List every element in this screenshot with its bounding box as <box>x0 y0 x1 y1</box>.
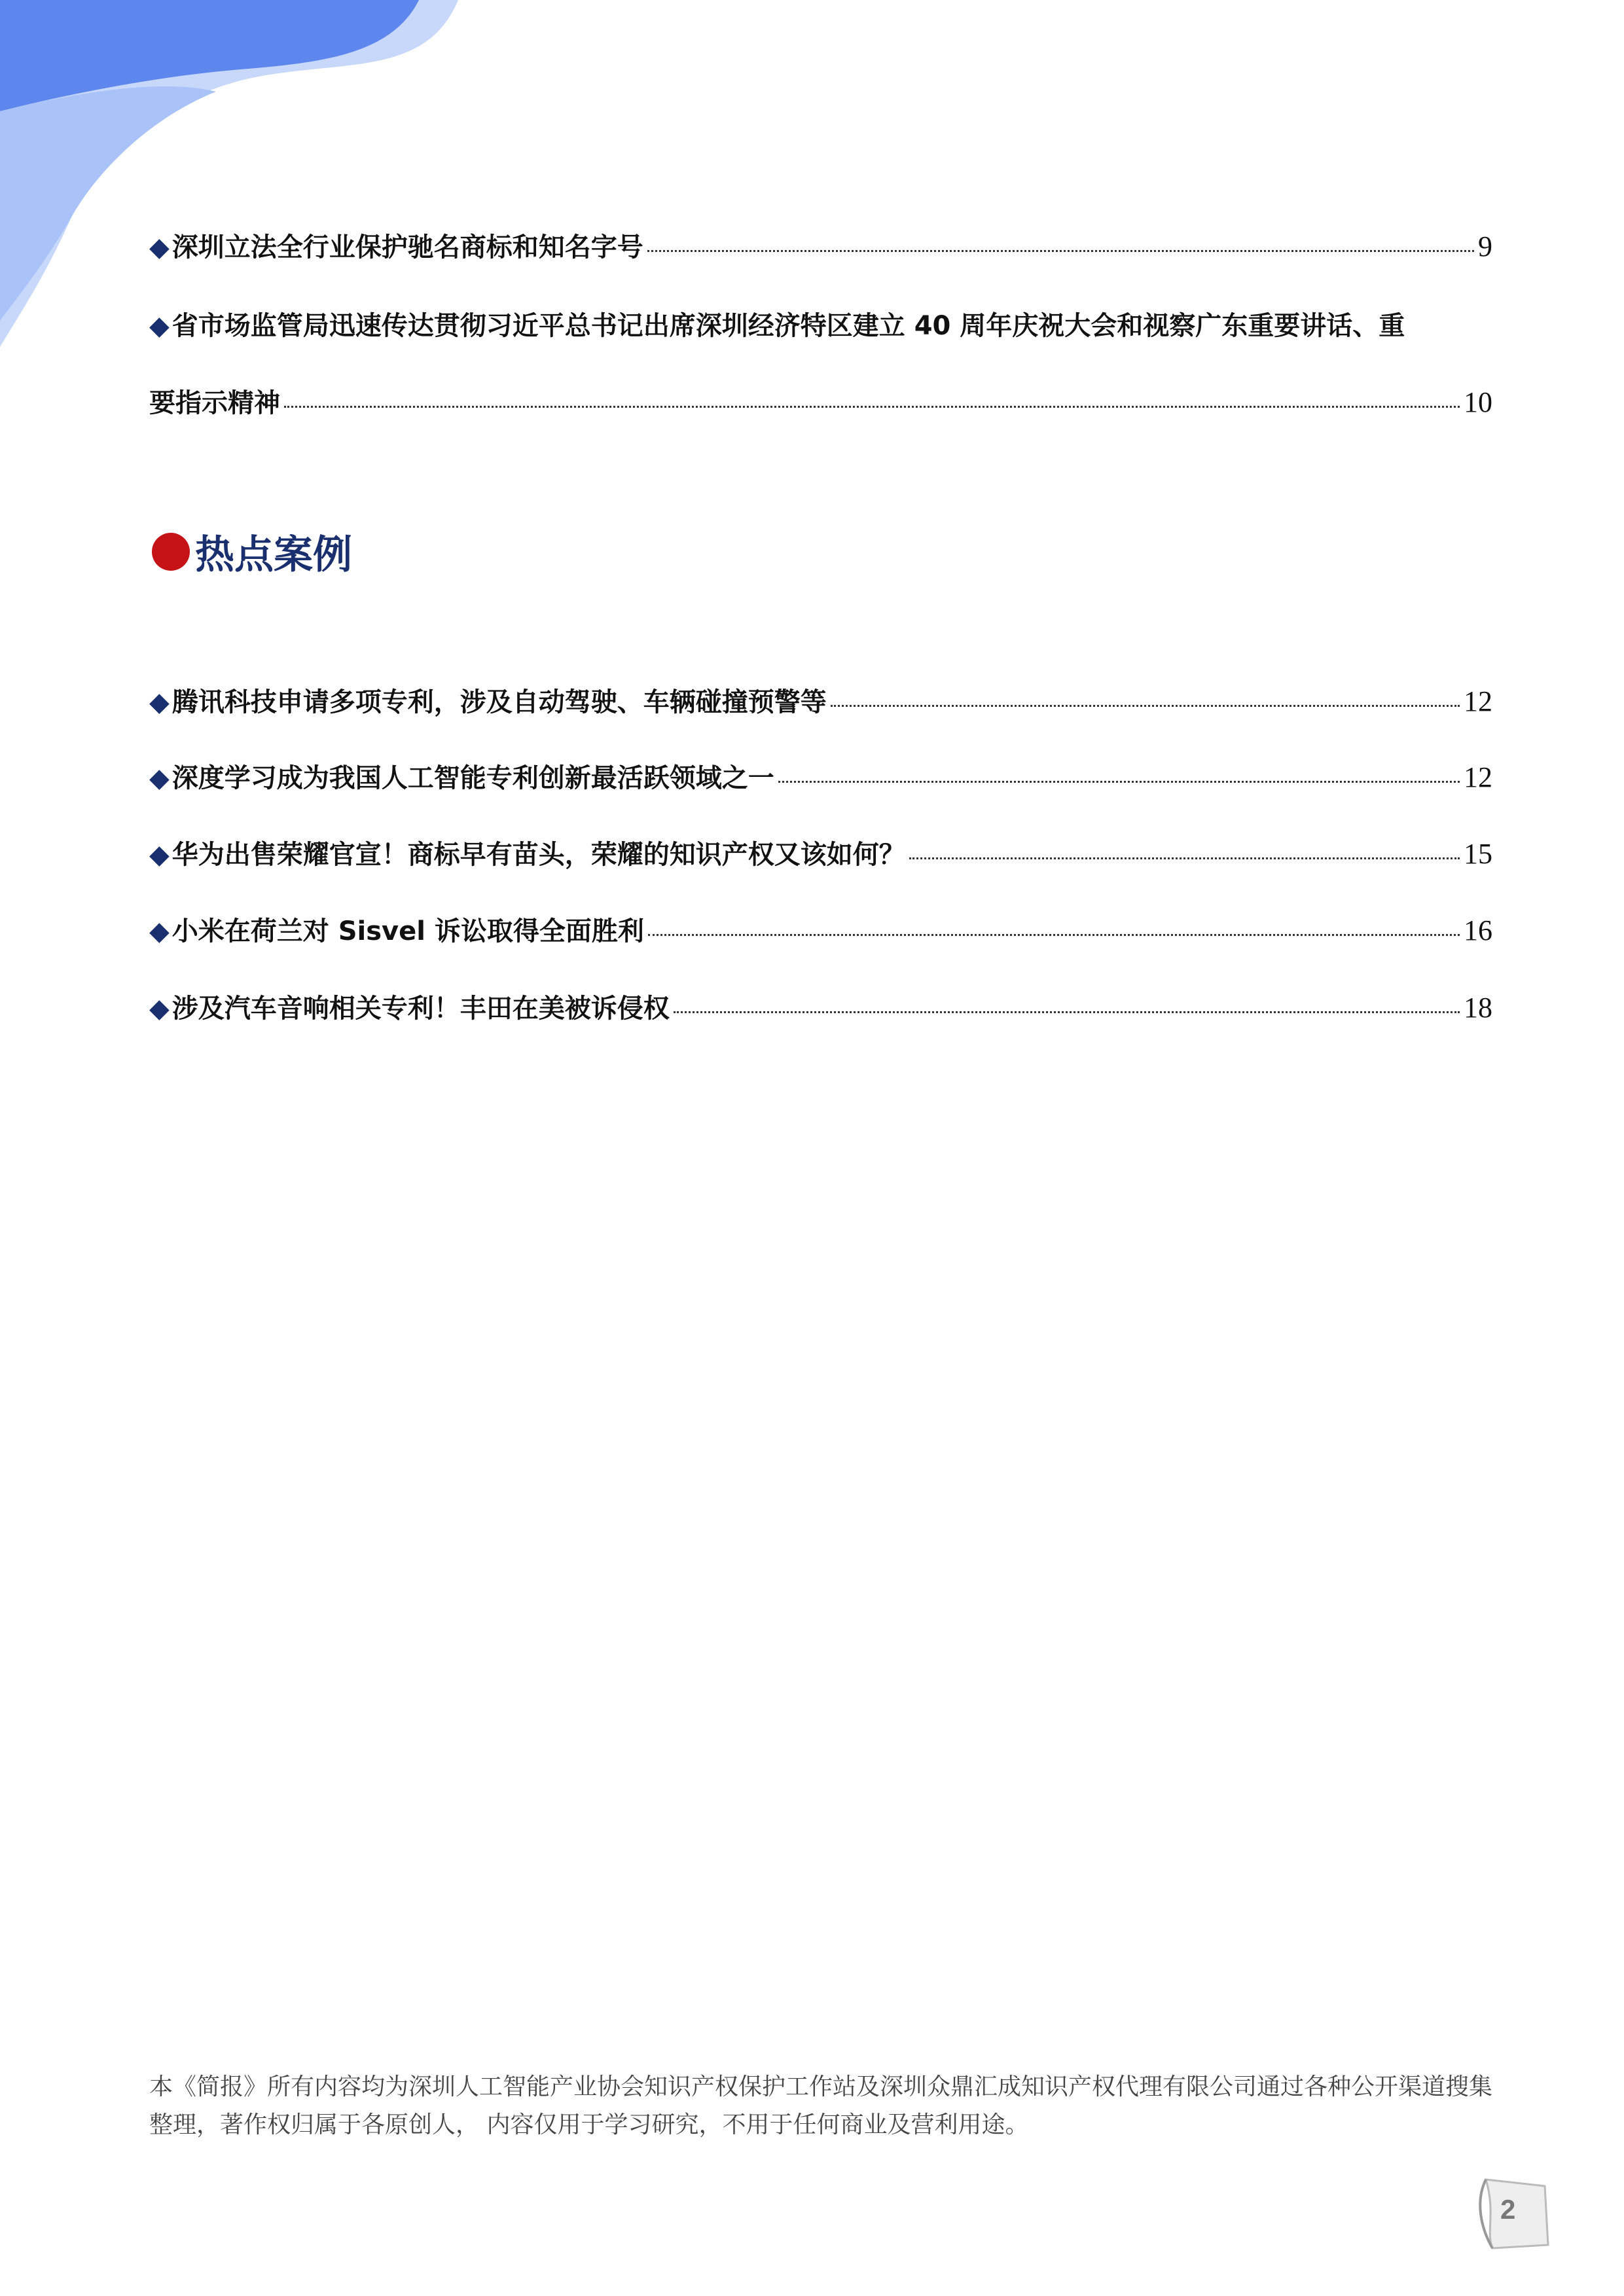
diamond-icon: ◆ <box>149 232 170 262</box>
dot-leader <box>778 781 1460 783</box>
case-entry-page: 12 <box>1464 685 1492 717</box>
toc-entry-title: 省市场监管局迅速传达贯彻习近平总书记出席深圳经济特区建立 40 周年庆祝大会和视察广东重要讲话、重 <box>171 311 1405 341</box>
case-entry[interactable] <box>149 840 1492 869</box>
case-entry-page: 18 <box>1464 992 1492 1024</box>
page-number: 2 <box>1500 2194 1516 2225</box>
toc-entry-page: 9 <box>1478 230 1492 262</box>
diamond-icon: ◆ <box>149 994 170 1024</box>
section-heading <box>152 524 352 580</box>
case-entry-title: 华为出售荣耀官宣！商标早有苗头，荣耀的知识产权又该如何？ <box>171 840 905 870</box>
page-number-badge <box>1473 2166 1558 2265</box>
toc-entry-page: 10 <box>1464 386 1492 418</box>
dot-leader <box>831 705 1460 707</box>
diamond-icon: ◆ <box>149 840 170 870</box>
case-entry-title: 小米在荷兰对 Sisvel 诉讼取得全面胜利 <box>171 916 644 946</box>
toc-entry-title: 深圳立法全行业保护驰名商标和知名字号 <box>171 232 643 262</box>
case-entry[interactable] <box>149 994 1492 1022</box>
case-entry-page: 16 <box>1464 914 1492 946</box>
diamond-icon: ◆ <box>149 916 170 946</box>
case-entry[interactable] <box>149 916 1492 945</box>
dot-leader <box>647 250 1474 252</box>
case-entry-page: 12 <box>1464 761 1492 793</box>
dot-leader <box>284 406 1460 408</box>
dot-leader <box>674 1011 1460 1013</box>
section-heading-text: 热点案例 <box>195 532 352 578</box>
red-dot-icon <box>152 533 190 571</box>
case-entry[interactable] <box>149 763 1492 792</box>
case-entry-title: 腾讯科技申请多项专利，涉及自动驾驶、车辆碰撞预警等 <box>171 687 827 717</box>
toc-entry-first-line[interactable] <box>149 313 1492 339</box>
diamond-icon: ◆ <box>149 687 170 717</box>
diamond-icon: ◆ <box>149 311 170 341</box>
dot-leader <box>648 934 1460 936</box>
copyright-disclaimer: 本《简报》所有内容均为深圳人工智能产业协会知识产权保护工作站及深圳众鼎汇成知识产权代理有限公司通过各种公开渠道搜集整理，著作权归属于各原创人， 内容仅用于学习研究，不用于任何商业及营利用途。 <box>149 2073 1493 2138</box>
toc-entry-second-line[interactable] <box>149 388 1492 417</box>
case-entry[interactable] <box>149 687 1492 716</box>
toc-entry-title-continued: 要指示精神 <box>149 388 280 418</box>
dot-leader <box>909 857 1460 859</box>
case-entry-title: 涉及汽车音响相关专利！丰田在美被诉侵权 <box>171 994 670 1024</box>
toc-entry[interactable] <box>149 232 1492 261</box>
case-entry-title: 深度学习成为我国人工智能专利创新最活跃领域之一 <box>171 763 774 793</box>
diamond-icon: ◆ <box>149 763 170 793</box>
case-entry-page: 15 <box>1464 838 1492 870</box>
